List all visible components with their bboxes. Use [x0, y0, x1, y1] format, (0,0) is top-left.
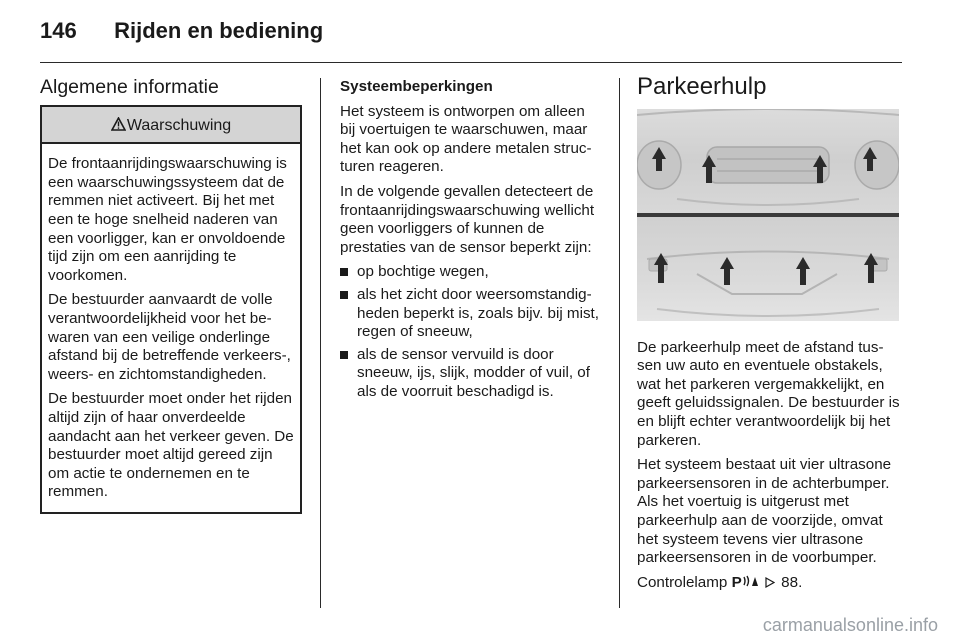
- parking-waves-icon: [742, 574, 758, 588]
- list-item: [340, 286, 603, 342]
- lamp-symbol: P: [731, 573, 742, 591]
- list-item-text: op bochtige wegen,: [357, 263, 489, 281]
- left-column: [40, 78, 302, 514]
- header-rule: [40, 62, 902, 63]
- section-title-general: Algemene informatie: [40, 76, 219, 98]
- warning-triangle-icon: [111, 117, 126, 131]
- lamp-reference: [637, 574, 900, 593]
- page-chapter-title: Rijden en bediening: [114, 18, 324, 43]
- bullet-square-icon: [340, 268, 348, 276]
- parking-assist-lamp-icon: [732, 574, 758, 593]
- list-item: [340, 263, 603, 282]
- middle-column: [340, 78, 603, 406]
- system-limits-heading: Systeembeperkingen: [340, 78, 493, 95]
- warning-paragraph: De frontaanrijdingswaarschuwing is een waarschuwingssysteem dat de remmen niet activeert. Bij het met een te hoge snelheid naderen van een voorligger, kan er onvoldoende tijd zijn om een aanrijding te voorkomen.: [48, 155, 287, 284]
- watermark: carmanualsonline.info: [762, 615, 938, 635]
- reference-triangle-icon: [764, 577, 775, 588]
- page-number: 146: [40, 18, 77, 43]
- warning-paragraph: De bestuurder aanvaardt de volle verantwoordelijkheid voor het bewaren van een veilige onderlinge afstand bij de betreffende verkeers-, weers- en zichtomstandigheden.: [48, 291, 291, 383]
- bumper-sensor-illustration: [637, 109, 899, 321]
- limitations-list: [340, 263, 603, 401]
- list-item: [340, 346, 603, 402]
- section-title-parking: Parkeerhulp: [637, 73, 767, 100]
- page-header: [40, 18, 323, 44]
- lamp-page-ref[interactable]: 88.: [781, 573, 803, 591]
- bumper-illustration-svg: [637, 109, 899, 321]
- column-divider-1: [320, 78, 321, 608]
- list-item-text: als het zicht door weersomstandigheden beperkt is, zoals bijv. bij mist, regen of sneeuw,: [357, 285, 599, 341]
- warning-box: [40, 105, 302, 514]
- column-divider-2: [619, 78, 620, 608]
- warning-header: [42, 107, 300, 145]
- list-item-text: als de sensor vervuild is door sneeuw, ijs, slijk, modder of vuil, of als de voorruit beschadigd is.: [357, 345, 590, 400]
- warning-body: [42, 144, 300, 512]
- body-paragraph: Het systeem bestaat uit vier ultrasone parkeersensoren in de achterbumper. Als het voertuig is uitgerust met parkeerhulp aan de voorzijde, omvat het systeem tevens vier ultrasone parkeersensoren in de voorbumper.: [637, 456, 892, 567]
- bullet-square-icon: [340, 291, 348, 299]
- warning-paragraph: De bestuurder moet onder het rijden altijd zijn of haar onverdeelde aandacht aan het verkeer geven. De bestuurder moet altijd gereed zijn om actie te ondernemen en te remmen.: [48, 390, 294, 501]
- warning-title: Waarschuwing: [126, 116, 232, 134]
- body-paragraph: In de volgende gevallen detecteert de frontaanrijdingswaarschuwing wellicht geen voorliggers of kunnen de prestaties van de sensor beperkt zijn:: [340, 182, 595, 256]
- body-paragraph: Het systeem is ontworpen om alleen bij voertuigen te waarschuwen, maar het kan ook op andere metalen structuren reageren.: [340, 102, 592, 176]
- right-column: [637, 73, 900, 598]
- bullet-square-icon: [340, 351, 348, 359]
- lamp-reference-prefix: Controlelamp: [637, 573, 728, 591]
- body-paragraph: De parkeerhulp meet de afstand tussen uw auto en eventuele obstakels, wat het parkeren vergemakkelijkt, en geeft geluidssignalen. De bestuurder is en blijft echter verantwoordelijk bij het parkeren.: [637, 338, 900, 449]
